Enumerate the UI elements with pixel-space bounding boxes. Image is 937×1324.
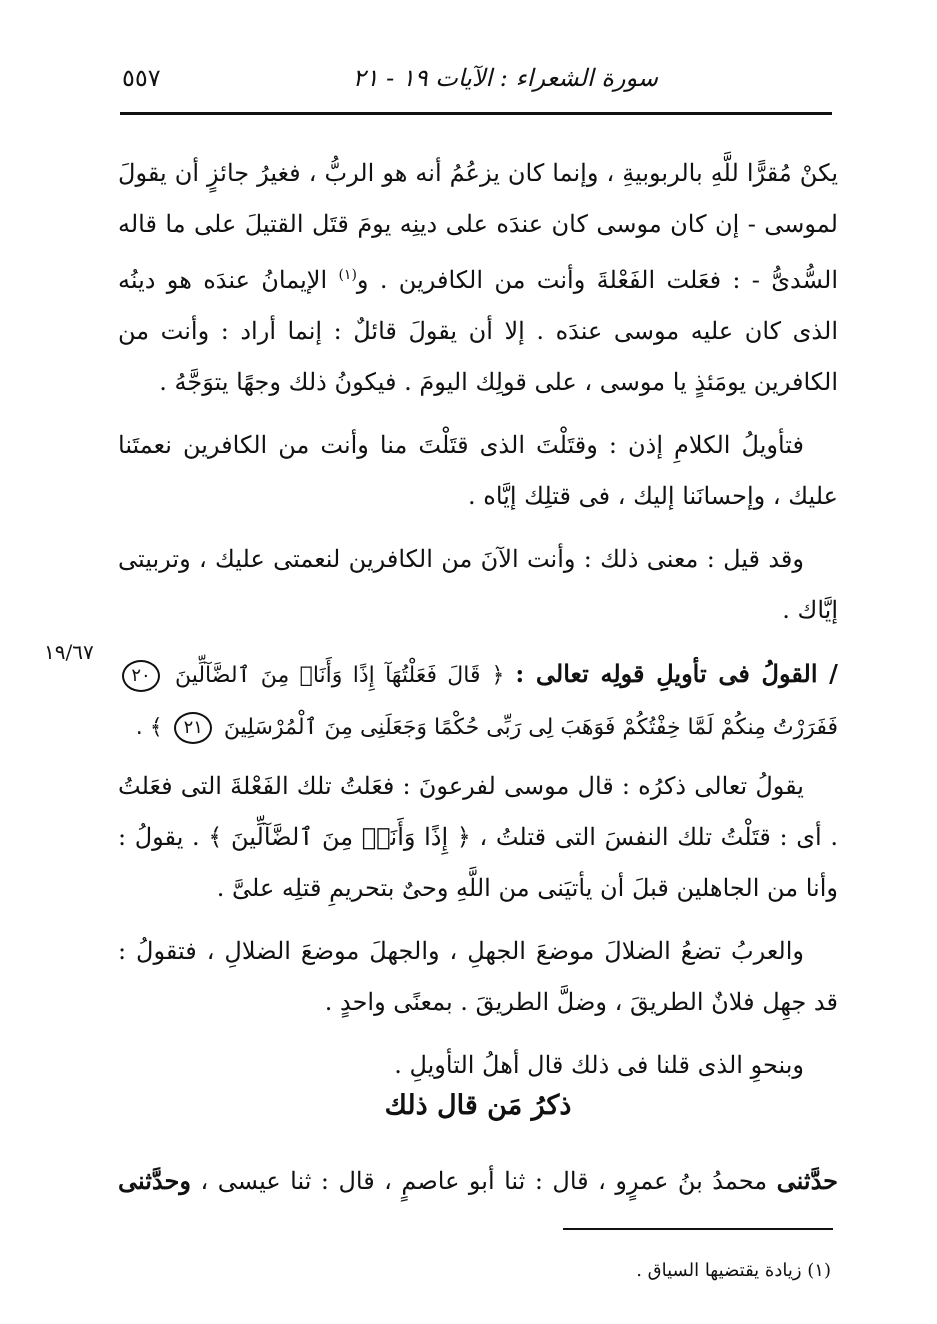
verse-commentary-heading xyxy=(118,648,838,753)
main-text xyxy=(118,148,838,1103)
verse-open-ornament: ﴿ xyxy=(491,663,505,688)
header-rule xyxy=(120,112,832,115)
paragraph-1 xyxy=(118,148,838,408)
verse-text-20: قَالَ فَعَلْتُهَآ إِذًا وَأَنَا۠ مِنَ ٱلضَّآلِّينَ xyxy=(174,663,481,688)
page-number: ٥٥٧ xyxy=(122,64,161,92)
paragraph-1-rest: الإيمانُ عندَه هو دينُه الذى كان عليه موسى عندَه . إلا أن يقولَ قائلٌ : إنما أراد : وأنت من الكافرين يومَئذٍ يا موسى ، على قولِك اليومَ . فيكونُ ذلك وجهًا يتوَجَّهُ . xyxy=(118,266,838,396)
commentary-lead: / القولُ فى تأويلِ قولِه تعالى : xyxy=(515,659,838,688)
verse-close-ornament: ﴾ . xyxy=(135,715,163,740)
footnote: (١) زيادة يقتضيها السياق . xyxy=(636,1260,831,1281)
paragraph-2: فتأويلُ الكلامِ إذن : وقتَلْتَ الذى قتَلْتَ منا وأنت من الكافرين نعمتَنا عليك ، وإحسانَنا إليك ، فى قتلِك إيَّاه . xyxy=(118,431,838,510)
section-heading: ذكرُ مَن قال ذلك xyxy=(384,1090,572,1121)
verse-text-21: فَفَرَرْتُ مِنكُمْ لَمَّا خِفْتُكُمْ فَوَهَبَ لِى رَبِّى حُكْمًا وَجَعَلَنِى مِنَ ٱلْمُرْسَلِينَ xyxy=(223,715,838,740)
footnote-marker: (١) xyxy=(338,267,357,283)
paragraph-5: والعربُ تضعُ الضلالَ موضعَ الجهلِ ، والجهلَ موضعَ الضلالِ ، فتقولُ : قد جهِل فلانٌ الطريقَ ، وضلَّ الطريقَ . بمعنًى واحدٍ . xyxy=(118,937,838,1016)
narration-line xyxy=(118,1155,838,1207)
paragraph-3: وقد قيل : معنى ذلك : وأنت الآنَ من الكافرين لنعمتى عليك ، وتربيتى إيَّاك . xyxy=(118,545,838,624)
verse-number-20: ٢٠ xyxy=(122,660,160,692)
running-header xyxy=(118,60,838,104)
narration-middle: محمدُ بنُ عمرٍو ، قال : ثنا أبو عاصمٍ ، قال : ثنا عيسى ، xyxy=(200,1167,768,1195)
narration-start: حدَّثنى xyxy=(776,1166,838,1195)
footnote-rule xyxy=(563,1228,833,1230)
narration-end: وحدَّثنى xyxy=(118,1166,191,1195)
verse-number-21: ٢١ xyxy=(174,712,212,744)
header-title: سورة الشعراء : الآيات ١٩ - ٢١ xyxy=(352,64,658,92)
paragraph-4: يقولُ تعالى ذكرُه : قال موسى لفرعونَ : فعَلتُ تلك الفَعْلةَ التى فعَلتُ . أى : قتَلْتُ تلك النفسَ التى قتلتُ ، ﴿ إِذًا وَأَنَا۠ مِنَ ٱلضَّآلِّينَ ﴾ . يقولُ : وأنا من الجاهلين قبلَ أن يأتيَنى من اللَّهِ وحىٌ بتحريمِ قتلِه علىَّ . xyxy=(118,772,838,902)
paragraph-1-start: يكنْ مُقرًّا للَّهِ بالربوبيةِ ، وإنما كان يزعُمُ أنه هو الربُّ ، فغيرُ جائزٍ أن يقولَ لموسى - إن كان موسى كان عندَه على دينِه يومَ قتَل القتيلَ على ما قاله السُّدىُّ - : فعَلت الفَعْلةَ وأنت من الكافرين . و xyxy=(118,159,839,294)
paragraph-6: وبنحوِ الذى قلنا فى ذلك قال أهلُ التأويلِ . xyxy=(394,1051,804,1079)
margin-reference: ١٩/٦٧ xyxy=(44,640,94,664)
